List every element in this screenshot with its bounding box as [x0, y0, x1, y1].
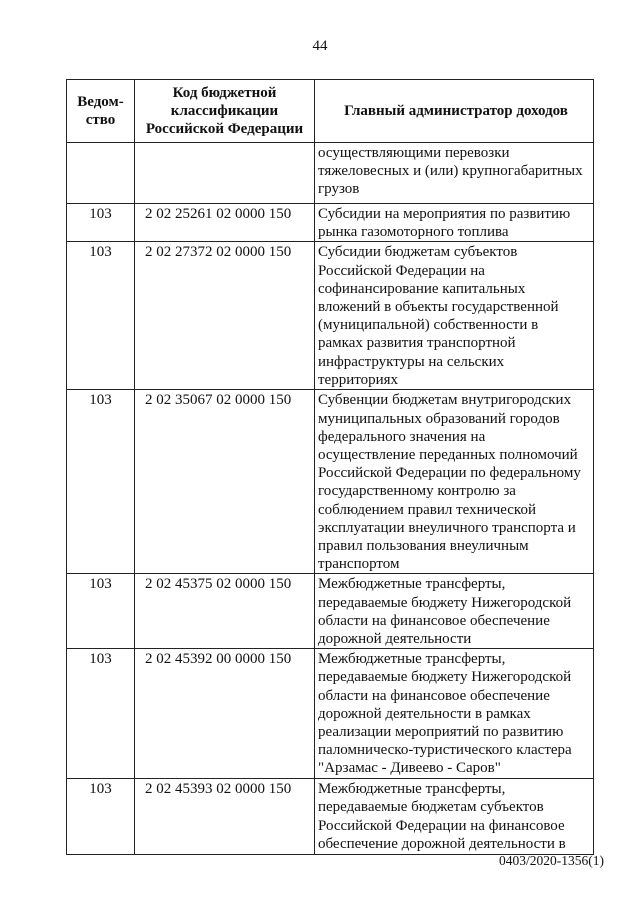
budget-classification-code-cell: 2 02 35067 02 0000 150 [135, 390, 315, 574]
revenue-administrators-table [66, 79, 594, 855]
header-code: Код бюджетной классификации Российской Федерации [135, 80, 315, 143]
revenue-description-cell: Межбюджетные трансферты, передаваемые бюджету Нижегородской области на финансовое обеспечение дорожной деятельности в рамках реализации мероприятий по развитию паломническо-туристического кластера "Арзамас - Дивеево - Саров" [315, 649, 594, 779]
budget-classification-code-cell: 2 02 45375 02 0000 150 [135, 574, 315, 649]
revenue-description-cell: Субвенции бюджетам внутригородских муниципальных образований городов федерального значения на осуществление переданных полномочий Российской Федерации по федеральному государственному контролю за соблюдением правил технической эксплуатации внеуличного транспорта и правил пользования внеуличным транспортом [315, 390, 594, 574]
budget-classification-code-cell: 2 02 45393 02 0000 150 [135, 779, 315, 855]
header-dept: Ведом- ство [67, 80, 135, 143]
revenue-description-cell: Субсидии на мероприятия по развитию рынка газомоторного топлива [315, 204, 594, 242]
table-body [67, 143, 594, 855]
department-code-cell: 103 [67, 390, 135, 574]
table-row [67, 204, 594, 242]
budget-classification-code-cell: 2 02 25261 02 0000 150 [135, 204, 315, 242]
revenue-description-cell: Межбюджетные трансферты, передаваемые бюджетам субъектов Российской Федерации на финансовое обеспечение дорожной деятельности в [315, 779, 594, 855]
department-code-cell: 103 [67, 779, 135, 855]
department-code-cell: 103 [67, 649, 135, 779]
budget-classification-code-cell [135, 143, 315, 204]
department-code-cell: 103 [67, 204, 135, 242]
budget-classification-code-cell: 2 02 45392 00 0000 150 [135, 649, 315, 779]
department-code-cell: 103 [67, 574, 135, 649]
department-code-cell: 103 [67, 242, 135, 390]
department-code-cell [67, 143, 135, 204]
table-row [67, 574, 594, 649]
table-row [67, 242, 594, 390]
table-row [67, 390, 594, 574]
table-header-row [67, 80, 594, 143]
budget-classification-code-cell: 2 02 27372 02 0000 150 [135, 242, 315, 390]
page-number: 44 [312, 38, 328, 54]
document-reference-code: 0403/2020-1356(1) [499, 853, 604, 868]
header-admin: Главный администратор доходов [315, 80, 594, 143]
table-row [67, 649, 594, 779]
table-row [67, 143, 594, 204]
table-row [67, 779, 594, 855]
revenue-description-cell: Субсидии бюджетам субъектов Российской Федерации на софинансирование капитальных вложений в объекты государственной (муниципальной) собственности в рамках развития транспортной инфраструктуры на сельских территориях [315, 242, 594, 390]
revenue-description-cell: Межбюджетные трансферты, передаваемые бюджету Нижегородской области на финансовое обеспечение дорожной деятельности [315, 574, 594, 649]
revenue-description-cell: осуществляющими перевозки тяжеловесных и (или) крупногабаритных грузов [315, 143, 594, 204]
